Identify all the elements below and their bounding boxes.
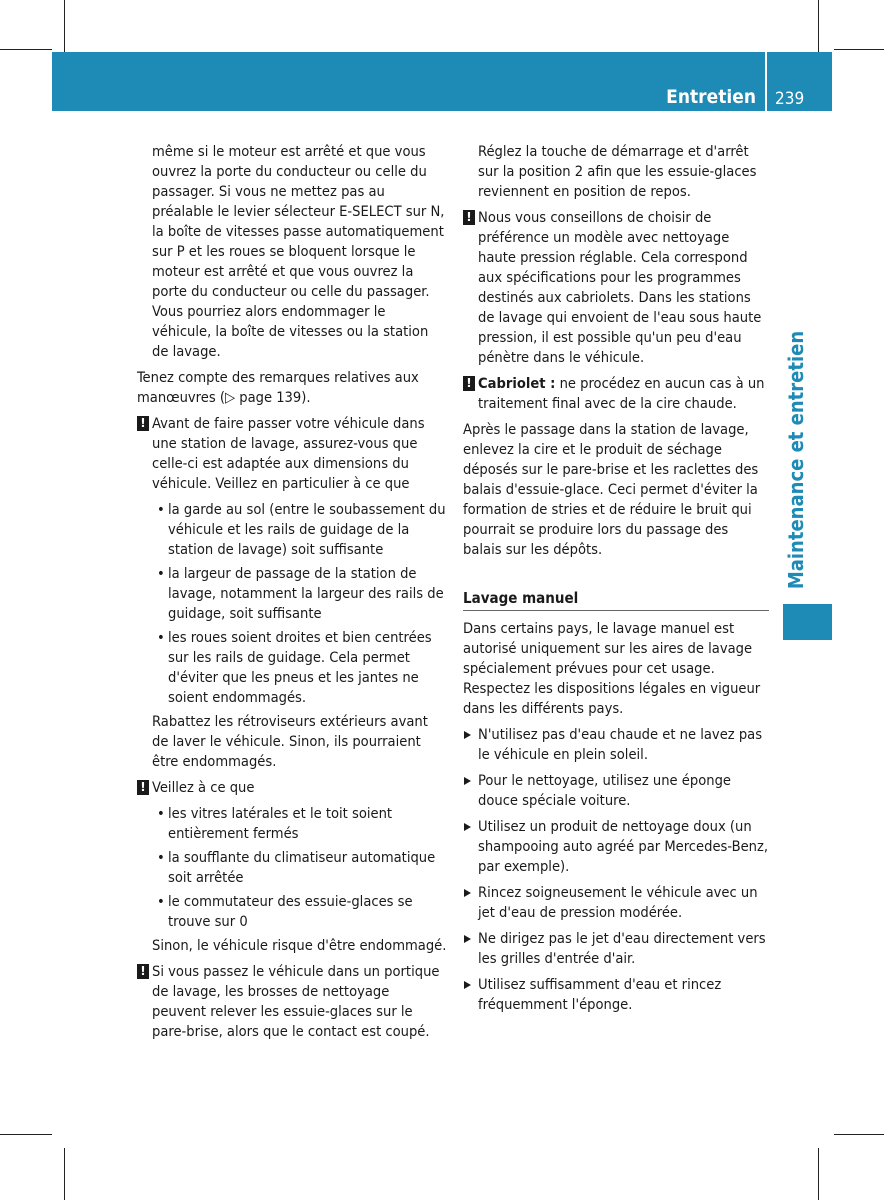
warning-note	[137, 778, 447, 798]
bullet-item	[137, 848, 447, 888]
crop-mark	[834, 1134, 884, 1135]
arrow-icon	[464, 823, 471, 831]
paragraph: Après le passage dans la station de lavage, enlevez la cire et le produit de séchage déposés sur le pare-brise et les raclettes des balais d'essuie-glace. Ceci permet d'éviter la formation de stries et de réduire le bruit qui pourrait se produire lors du passage des balais sur les dépôts.	[463, 421, 759, 558]
bullet-item	[137, 564, 447, 624]
side-tab-block	[783, 604, 832, 640]
bullet-item	[137, 804, 447, 844]
warning-note	[463, 374, 769, 414]
warning-icon: !	[463, 376, 475, 391]
crop-mark	[818, 0, 819, 52]
warning-text: Si vous passez le véhicule dans un portique de lavage, les brosses de nettoyage peuvent relever les essuie-glaces sur le pare-brise, alors que le contact est coupé.	[152, 963, 440, 1040]
crop-mark	[0, 1134, 52, 1135]
instruction-step	[463, 975, 769, 1015]
crop-mark	[64, 1148, 65, 1200]
step-text: Utilisez un produit de nettoyage doux (un shampooing auto agréé par Mercedes-Benz, par exemple).	[478, 818, 769, 875]
paragraph: Dans certains pays, le lavage manuel est autorisé uniquement sur les aires de lavage spécialement prévues pour cet usage. Respectez les dispositions légales en vigueur dans les différents pays.	[463, 620, 761, 717]
paragraph: Rabattez les rétroviseurs extérieurs avant de laver le véhicule. Sinon, ils pourraient être endommagés.	[152, 713, 428, 770]
warning-note	[137, 962, 447, 1042]
left-column	[137, 142, 447, 1048]
subsection-heading: Lavage manuel	[463, 589, 579, 607]
bullet-icon: •	[157, 565, 165, 582]
bullet-icon: •	[157, 629, 165, 646]
page-number: 239	[775, 89, 805, 109]
bullet-text: la soufflante du climatiseur automatique soit arrêtée	[168, 849, 436, 886]
crop-mark	[818, 1148, 819, 1200]
arrow-icon	[464, 935, 471, 943]
warning-icon: !	[137, 780, 149, 795]
step-text: Ne dirigez pas le jet d'eau directement vers les grilles d'entrée d'air.	[478, 930, 766, 967]
step-text: Pour le nettoyage, utilisez une éponge douce spéciale voiture.	[478, 772, 731, 809]
paragraph: Réglez la touche de démarrage et d'arrêt sur la position 2 afin que les essuie-glaces reviennent en position de repos.	[478, 143, 757, 200]
crop-mark	[64, 0, 65, 52]
paragraph: Sinon, le véhicule risque d'être endommagé.	[152, 937, 447, 954]
warning-icon: !	[463, 210, 475, 225]
crop-mark	[0, 49, 52, 50]
step-text: Rincez soigneusement le véhicule avec un jet d'eau de pression modérée.	[478, 884, 758, 921]
side-chapter-title: Maintenance et entretien	[784, 330, 808, 590]
arrow-icon	[464, 889, 471, 897]
header-separator	[765, 52, 767, 111]
section-title: Entretien	[666, 86, 756, 108]
instruction-step	[463, 771, 769, 811]
bullet-icon: •	[157, 893, 165, 910]
warning-text: Veillez à ce que	[152, 779, 255, 796]
bullet-icon: •	[157, 805, 165, 822]
step-text: Utilisez suffisamment d'eau et rincez fréquemment l'éponge.	[478, 976, 722, 1013]
bullet-text: les roues soient droites et bien centrées sur les rails de guidage. Cela permet d'éviter que les pneus et les jantes ne soient endommagés.	[168, 629, 432, 706]
paragraph: même si le moteur est arrêté et que vous ouvrez la porte du conducteur ou celle du passager. Si vous ne mettez pas au préalable le levier sélecteur E-SELECT sur N, la boîte de vitesses passe automatiquement sur P et les roues se bloquent lorsque le moteur est arrêté et que vous ouvrez la porte du conducteur ou celle du passager. Vous pourriez alors endommager le véhicule, la boîte de vitesses ou la station de lavage.	[152, 143, 445, 360]
side-chapter-tab	[782, 330, 810, 590]
warning-icon: !	[137, 964, 149, 979]
crop-mark	[834, 49, 884, 50]
warning-text: ne procédez en aucun cas à un traitement final avec de la cire chaude.	[478, 375, 765, 412]
warning-note	[137, 414, 447, 494]
instruction-step	[463, 883, 769, 923]
warning-text: Nous vous conseillons de choisir de préférence un modèle avec nettoyage haute pression réglable. Cela correspond aux spécifications pour les programmes destinés aux cabriolets. Dans les stations de lavage qui envoient de l'eau sous haute pression, il est possible qu'un peu d'eau pénètre dans le véhicule.	[478, 209, 762, 366]
bullet-icon: •	[157, 501, 165, 518]
warning-note	[463, 208, 769, 368]
paragraph: Tenez compte des remarques relatives aux manœuvres (▷ page 139).	[137, 369, 419, 406]
bullet-item	[137, 892, 447, 932]
warning-text: Avant de faire passer votre véhicule dans une station de lavage, assurez-vous que celle-ci est adaptée aux dimensions du véhicule. Veillez en particulier à ce que	[152, 415, 425, 492]
bullet-text: la largeur de passage de la station de lavage, notamment la largeur des rails de guidage, soit suffisante	[168, 565, 444, 622]
right-column	[463, 142, 769, 1021]
bullet-text: la garde au sol (entre le soubassement du véhicule et les rails de guidage de la station de lavage) soit suffisante	[168, 501, 446, 558]
bullet-text: le commutateur des essuie-glaces se trouve sur 0	[168, 893, 413, 930]
step-text: N'utilisez pas d'eau chaude et ne lavez pas le véhicule en plein soleil.	[478, 726, 763, 763]
arrow-icon	[464, 777, 471, 785]
bullet-item	[137, 500, 447, 560]
arrow-icon	[464, 981, 471, 989]
bullet-item	[137, 628, 447, 708]
bullet-text: les vitres latérales et le toit soient entièrement fermés	[168, 805, 393, 842]
warning-icon: !	[137, 416, 149, 431]
arrow-icon	[464, 731, 471, 739]
bullet-icon: •	[157, 849, 165, 866]
instruction-step	[463, 725, 769, 765]
instruction-step	[463, 929, 769, 969]
heading-rule	[463, 610, 769, 611]
warning-label: Cabriolet :	[478, 375, 556, 392]
instruction-step	[463, 817, 769, 877]
